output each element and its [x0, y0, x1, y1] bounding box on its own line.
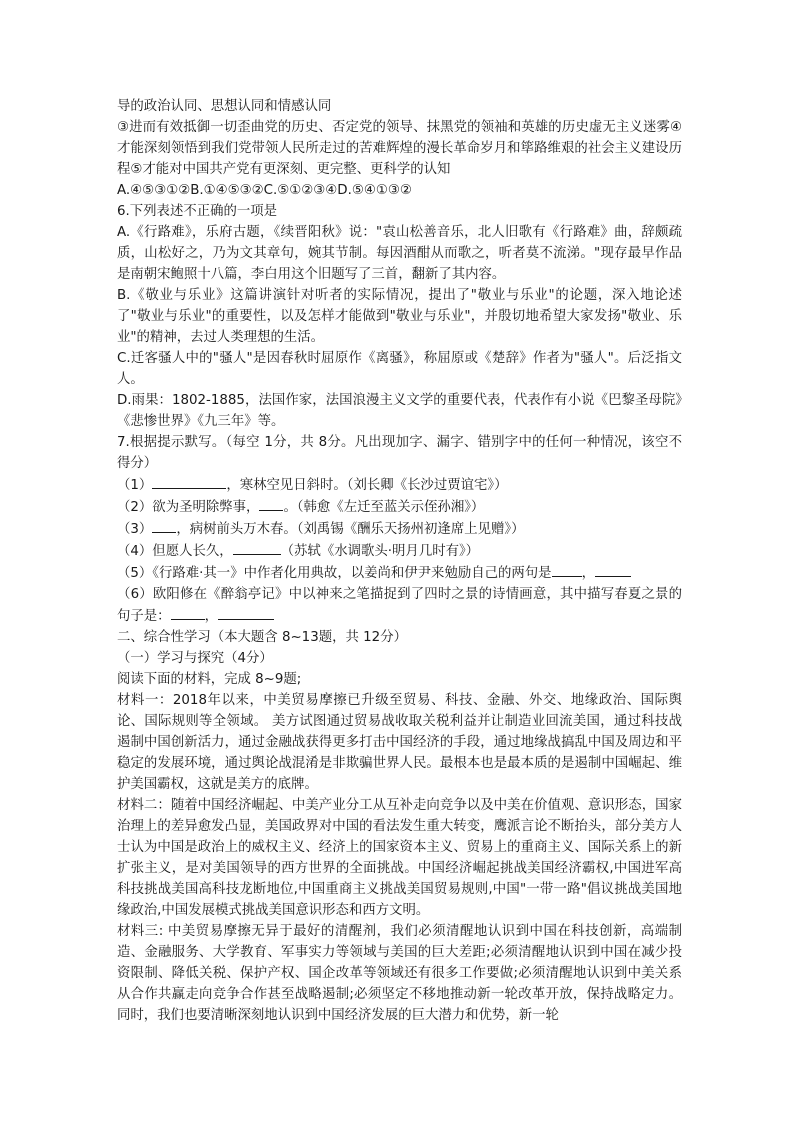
section-heading: 二、综合性学习（本大题含 8~13题，共 12分）	[117, 630, 407, 645]
answer-blank[interactable]	[152, 474, 226, 489]
material-3: 材料三: 中美贸易摩擦无异于最好的清醒剂，我们必须清醒地认识到中国在科技创新，高端制造、金融服务、大学教育、军事实力等领域与美国的巨大差距;必须清醒地认识到中国在减少投资限制、降低关税、保护产权、国企改革等领域还有很多工作要做;必须清醒地认识到中美关系从合作共赢走向竞争合作甚至战略遏制;必须坚定不移地推动新一轮改革开放，保持战略定力。同时，我们也要清晰深刻地认识到中国经济发展的巨大潜力和优势，新一轮	[117, 924, 682, 1023]
fill-item-3: （3） ，病树前头万木春。（刘禹锡《酬乐天扬州初逢席上见赠》）	[117, 518, 682, 540]
question-7-title: 7.根据提示默写。（每空 1分，共 8分。凡出现加字、漏字、错别字中的任何一种情况，该空不得分）	[117, 435, 682, 471]
text-line: 导的政治认同、思想认同和情感认同	[117, 99, 332, 114]
text-line: ③进而有效抵御一切歪曲党的历史、否定党的领导、抹黑党的领袖和英雄的历史虚无主义迷雾④才能深刻领悟到我们党带领人民所走过的苦难辉煌的漫长革命岁月和筚路维艰的社会主义建设历程⑤才能对中国共产党有更深刻、更完整、更科学的认知	[117, 120, 682, 177]
answer-blank[interactable]	[259, 496, 283, 511]
option-a: A.《行路难》，乐府古题，《续晋阳秋》说："袁山松善音乐，北人旧歌有《行路难》曲，辞颇疏质，山松好之，乃为文其章句，婉其节制。每因酒酣从而歌之，听者莫不流涕。"现存最早作品是南朝宋鲍照十八篇，李白用这个旧题写了三首，翻新了其内容。	[117, 225, 682, 282]
material-1: 材料一：2018年以来，中美贸易摩擦已升级至贸易、科技、金融、外交、地缘政治、国际舆论、国际规则等全领域。 美方试图通过贸易战收取关税利益并让制造业回流美国，通过科技战遏制中国创新活力，通过金融战获得更多打击中国经济的手段，通过地缘战搞乱中国及周边和平稳定的发展环境，通过舆论战混淆是非欺骗世界人民。最根本也是最本质的是遏制中国崛起、维护美国霸权，这就是美方的底牌。	[117, 693, 682, 792]
option-c: C.迁客骚人中的"骚人"是因春秋时屈原作《离骚》，称屈原或《楚辞》作者为"骚人"。后泛指文人。	[117, 351, 682, 387]
fill-item-2: （2）欲为圣明除弊事， 。（韩愈《左迁至蓝关示侄孙湘》）	[117, 496, 682, 518]
material-2: 材料二：随着中国经济崛起、中美产业分工从互补走向竞争以及中美在价值观、意识形态，国家治理上的差异愈发凸显，美国政界对中国的看法发生重大转变，鹰派言论不断抬头，部分美方人士认为中国是政治上的威权主义、经济上的国家资本主义、贸易上的重商主义、国际关系上的新扩张主义，是对美国领导的西方世界的全面挑战。中国经济崛起挑战美国经济霸权,中国进军高科技挑战美国高科技龙断地位,中国重商主义挑战美国贸易规则,中国"一带一路"倡议挑战美国地缘政治,中国发展模式挑战美国意识形态和西方文明。	[117, 798, 682, 918]
answer-blank[interactable]	[233, 540, 281, 555]
answer-options: A.④⑤③①②B.①④⑤③②C.⑤①②③④D.⑤④①③②	[117, 183, 412, 198]
answer-blank[interactable]	[595, 562, 631, 577]
fill-item-1: （1） ，寒林空见日斜时。（刘长卿《长沙过贾谊宅》）	[117, 474, 682, 496]
fill-item-6: （6）欧阳修在《醉翁亭记》中以神来之笔描捉到了四时之景的诗情画意，其中描写春夏之景的句子是： ，	[117, 587, 682, 624]
answer-blank[interactable]	[171, 605, 205, 620]
answer-blank[interactable]	[218, 605, 274, 620]
fill-item-5: （5）《行路难·其一》中作者化用典故，以姜尚和伊尹来勉励自己的两句是 ，	[117, 562, 682, 584]
reading-instruction: 阅读下面的材料，完成 8~9题;	[117, 672, 302, 687]
exam-page	[117, 96, 682, 1026]
subsection-heading: （一）学习与探究（4分）	[117, 651, 273, 666]
question-6-title: 6.下列表述不正确的一项是	[117, 204, 278, 219]
option-d: D.雨果：1802-1885，法国作家，法国浪漫主义文学的重要代表，代表作有小说《巴黎圣母院》《悲惨世界》《九三年》等。	[117, 393, 682, 429]
fill-item-4: （4）但愿人长久， （苏轼《水调歌头·明月几时有》）	[117, 540, 682, 562]
answer-blank[interactable]	[152, 518, 176, 533]
answer-blank[interactable]	[552, 562, 582, 577]
option-b: B.《敬业与乐业》这篇讲演针对听者的实际情况，提出了"敬业与乐业"的论题，深入地论述了"敬业与乐业"的重要性，以及怎样才能做到"敬业与乐业"，并殷切地希望大家发扬"敬业、乐业"的精神，去过人类理想的生活。	[117, 288, 682, 345]
